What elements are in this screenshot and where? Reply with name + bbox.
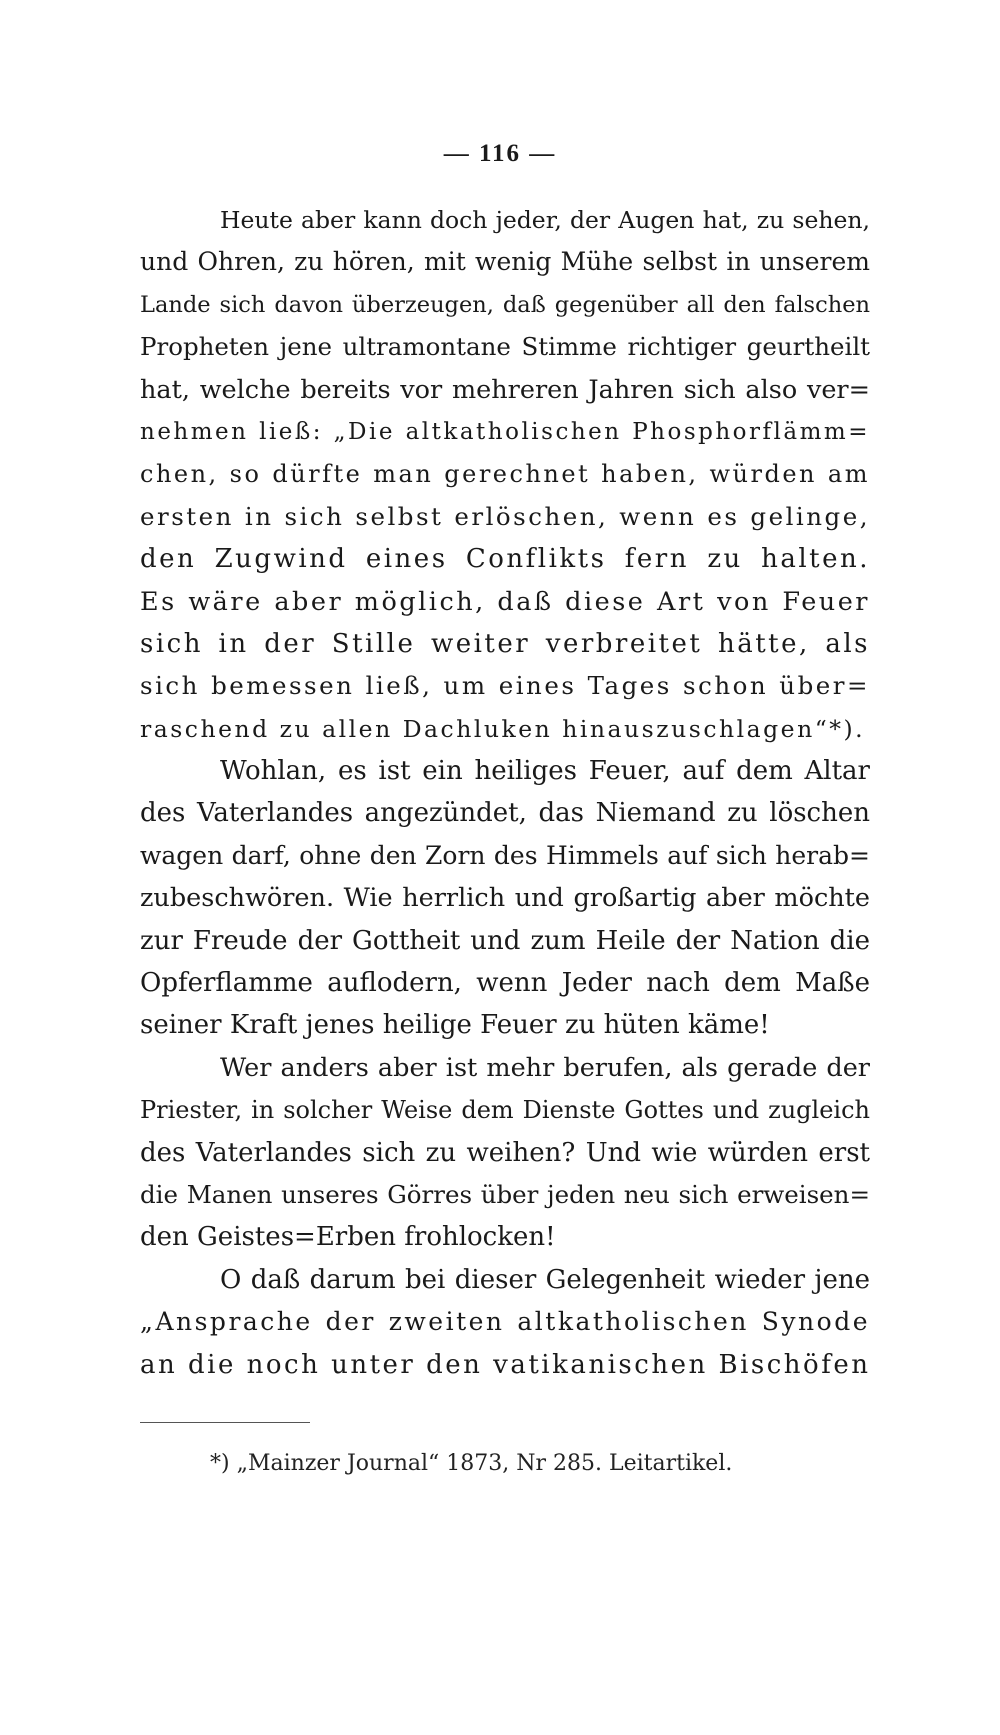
text-line: den Geistes=Erben frohlocken! — [140, 1222, 556, 1253]
footnote-divider — [140, 1422, 310, 1423]
text-line: des Vaterlandes angezündet, das Niemand zu löschen — [140, 798, 870, 829]
text-line: raschend zu allen Dachluken hinauszuschlagen“*). — [140, 714, 866, 743]
text-line: O daß darum bei dieser Gelegenheit wieder jene — [220, 1264, 870, 1295]
text-line: Propheten jene ultramontane Stimme richtiger geurtheilt — [140, 332, 870, 362]
text-line: den Zugwind eines Conflikts fern zu halten. — [140, 544, 870, 575]
text-line: zur Freude der Gottheit und zum Heile der Nation die — [140, 925, 870, 956]
text-line: und Ohren, zu hören, mit wenig Mühe selbst in unserem — [140, 247, 870, 277]
text-line: Heute aber kann doch jeder, der Augen hat, zu sehen, — [220, 206, 870, 234]
page-number: — 116 — — [443, 140, 557, 167]
text-line: Opferflamme auflodern, wenn Jeder nach dem Maße — [140, 968, 870, 999]
text-line: hat, welche bereits vor mehreren Jahren sich also ver= — [140, 374, 870, 405]
text-line: an die noch unter den vatikanischen Bischöfen — [140, 1349, 870, 1380]
body-text — [140, 199, 870, 1386]
text-line: zubeschwören. Wie herrlich und großartig aber möchte — [140, 883, 870, 914]
text-line: wagen darf, ohne den Zorn des Himmels auf sich herab= — [140, 840, 870, 870]
text-line: Priester, in solcher Weise dem Dienste Gottes und zugleich — [140, 1096, 870, 1125]
text-line: Lande sich davon überzeugen, daß gegenüber all den falschen — [140, 291, 870, 318]
text-line: des Vaterlandes sich zu weihen? Und wie würden erst — [140, 1137, 870, 1168]
text-line: nehmen ließ: „Die altkatholischen Phosphorflämm= — [140, 418, 870, 445]
text-line: die Manen unseres Görres über jeden neu sich erweisen= — [140, 1179, 870, 1209]
text-line: „Ansprache der zweiten altkatholischen Synode — [140, 1307, 870, 1337]
text-line: sich bemessen ließ, um eines Tages schon über= — [140, 671, 870, 701]
text-line: chen, so dürfte man gerechnet haben, würden am — [140, 460, 870, 489]
text-line: Es wäre aber möglich, daß diese Art von Feuer — [140, 586, 870, 617]
text-line: ersten in sich selbst erlöschen, wenn es gelinge, — [140, 501, 870, 531]
text-line: Wer anders aber ist mehr berufen, als gerade der — [220, 1052, 870, 1083]
text-line: Wohlan, es ist ein heiliges Feuer, auf dem Altar — [220, 756, 870, 787]
text-line: sich in der Stille weiter verbreitet hätte, als — [140, 628, 870, 659]
text-line: seiner Kraft jenes heilige Feuer zu hüten käme! — [140, 1010, 770, 1041]
footnote: *) „Mainzer Journal“ 1873, Nr 285. Leitartikel. — [210, 1451, 733, 1476]
